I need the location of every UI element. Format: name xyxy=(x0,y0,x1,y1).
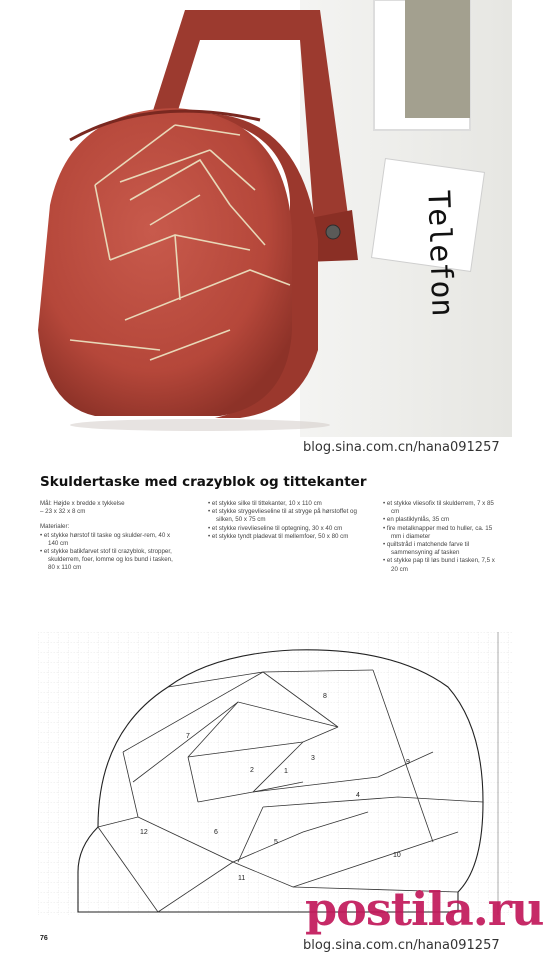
pattern-number: 10 xyxy=(393,852,401,859)
pattern-number: 12 xyxy=(140,829,148,836)
list-item: • et stykke rivevlieseline til optegning, 30 x 40 cm xyxy=(208,524,343,532)
materials-column-2 xyxy=(208,500,358,541)
list-item: • quiltstråd i matchende farve til sammensyning af tasken xyxy=(383,541,470,557)
list-item: • et stykke strygevlieseline til at stryge på hørstoffet og silken, 50 x 75 cm xyxy=(208,508,357,524)
watermark-bottom[interactable]: blog.sina.com.cn/hana091257 xyxy=(303,938,500,953)
pattern-number: 4 xyxy=(356,792,360,799)
pattern-svg xyxy=(38,632,512,915)
measure-value: – 23 x 32 x 8 cm xyxy=(40,508,86,516)
bag-photo xyxy=(0,0,512,437)
page-number: 76 xyxy=(40,935,48,942)
pattern-number: 6 xyxy=(214,829,218,836)
pattern-number: 1 xyxy=(284,768,288,775)
bag-front xyxy=(38,108,292,416)
materials-column-1 xyxy=(40,500,180,573)
measure-label: Mål: Højde x bredde x tykkelse xyxy=(40,500,125,507)
pattern-diagram xyxy=(38,632,512,915)
materials-column-3 xyxy=(383,500,503,574)
pattern-number: 5 xyxy=(274,839,278,846)
list-item: • et stykke pap til løs bund i tasken, 7,5 x 20 cm xyxy=(383,557,495,573)
door-window xyxy=(405,0,470,118)
pattern-number: 8 xyxy=(323,693,327,700)
materials-label: Materialer: xyxy=(40,523,70,531)
pattern-number: 11 xyxy=(238,875,246,882)
bag-photo-illustration xyxy=(0,0,512,437)
watermark-top[interactable]: blog.sina.com.cn/hana091257 xyxy=(303,440,500,455)
list-item: • et stykke silke til tittekanter, 10 x 110 cm xyxy=(208,500,322,507)
page-title: Skuldertaske med crazyblok og tittekanter xyxy=(40,474,367,490)
pattern-number: 3 xyxy=(311,755,315,762)
postila-logo[interactable]: postila.ru xyxy=(305,882,543,936)
pattern-number: 9 xyxy=(406,759,410,766)
pattern-number: 7 xyxy=(186,733,190,740)
list-item: • en plastiklynlås, 35 cm xyxy=(383,516,450,524)
list-item: • et stykke vliesofix til skulderrem, 7 x 85 cm xyxy=(383,500,494,516)
svg-text:Telefon: Telefon xyxy=(420,189,460,318)
list-item: • et stykke batikfarvet stof til crazyblok, stropper, skulderrem, foer, lomme og los bund i tasken, 80 x 110 cm xyxy=(40,548,173,572)
metal-button xyxy=(326,225,340,239)
list-item: • et stykke hørstof til taske og skulder-rem, 40 x 140 cm xyxy=(40,531,171,547)
pattern-number: 2 xyxy=(250,767,254,774)
list-item: • et stykke tyndt pladevat til mellemfoer, 50 x 80 cm xyxy=(208,532,349,540)
list-item: • fire metalknapper med to huller, ca. 15 mm i diameter xyxy=(383,524,493,540)
pattern-grid xyxy=(38,632,512,915)
